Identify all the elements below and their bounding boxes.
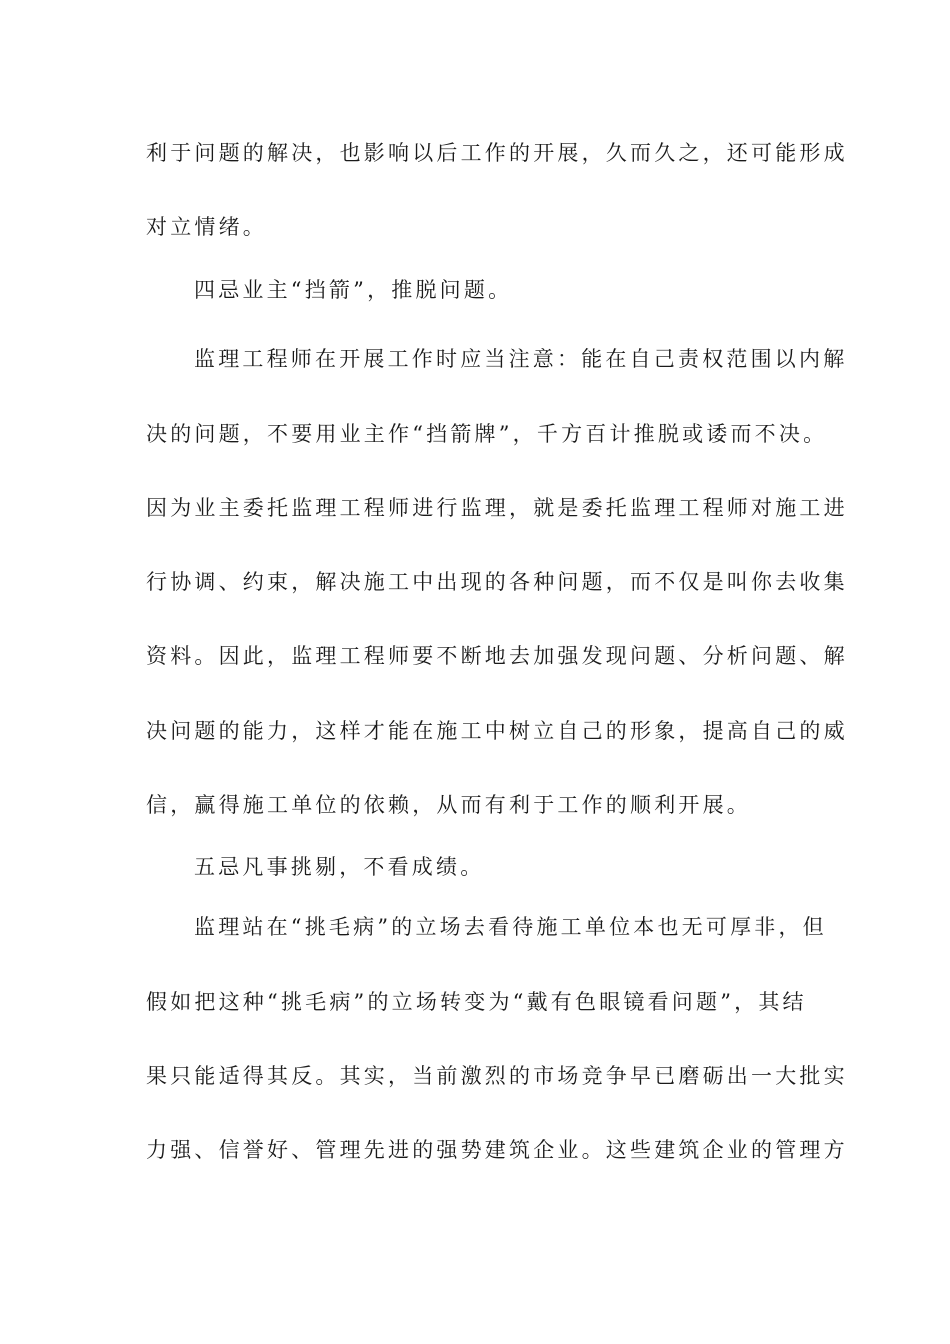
paragraph-line: 资料。因此，监理工程师要不断地去加强发现问题、分析问题、解 bbox=[146, 644, 848, 668]
paragraph-line: 信，赢得施工单位的依赖，从而有利于工作的顺利开展。 bbox=[146, 793, 751, 817]
paragraph-line: 行协调、约束，解决施工中出现的各种问题，而不仅是叫你去收集 bbox=[146, 570, 848, 594]
paragraph-line: 利于问题的解决，也影响以后工作的开展，久而久之，还可能形成 bbox=[146, 141, 848, 165]
paragraph-line: 决的问题，不要用业主作“挡箭牌”，千方百计推脱或诿而不决。 bbox=[146, 422, 828, 446]
paragraph-line: 监理站在“挑毛病”的立场去看待施工单位本也无可厚非，但 bbox=[194, 915, 827, 939]
section-heading: 五忌凡事挑剔，不看成绩。 bbox=[194, 855, 485, 879]
paragraph-line: 力强、信誉好、管理先进的强势建筑企业。这些建筑企业的管理方 bbox=[146, 1138, 848, 1162]
paragraph-line: 因为业主委托监理工程师进行监理，就是委托监理工程师对施工进 bbox=[146, 496, 848, 520]
paragraph-line: 假如把这种“挑毛病”的立场转变为“戴有色眼镜看问题”，其结 bbox=[146, 990, 807, 1014]
section-heading: 四忌业主“挡箭”，推脱问题。 bbox=[194, 278, 513, 302]
paragraph-line: 果只能适得其反。其实，当前激烈的市场竞争早已磨砺出一大批实 bbox=[146, 1064, 848, 1088]
paragraph-line: 对立情绪。 bbox=[146, 215, 267, 239]
paragraph-line: 决问题的能力，这样才能在施工中树立自己的形象，提高自己的威 bbox=[146, 719, 848, 743]
paragraph-line: 监理工程师在开展工作时应当注意：能在自己责权范围以内解 bbox=[194, 347, 848, 371]
